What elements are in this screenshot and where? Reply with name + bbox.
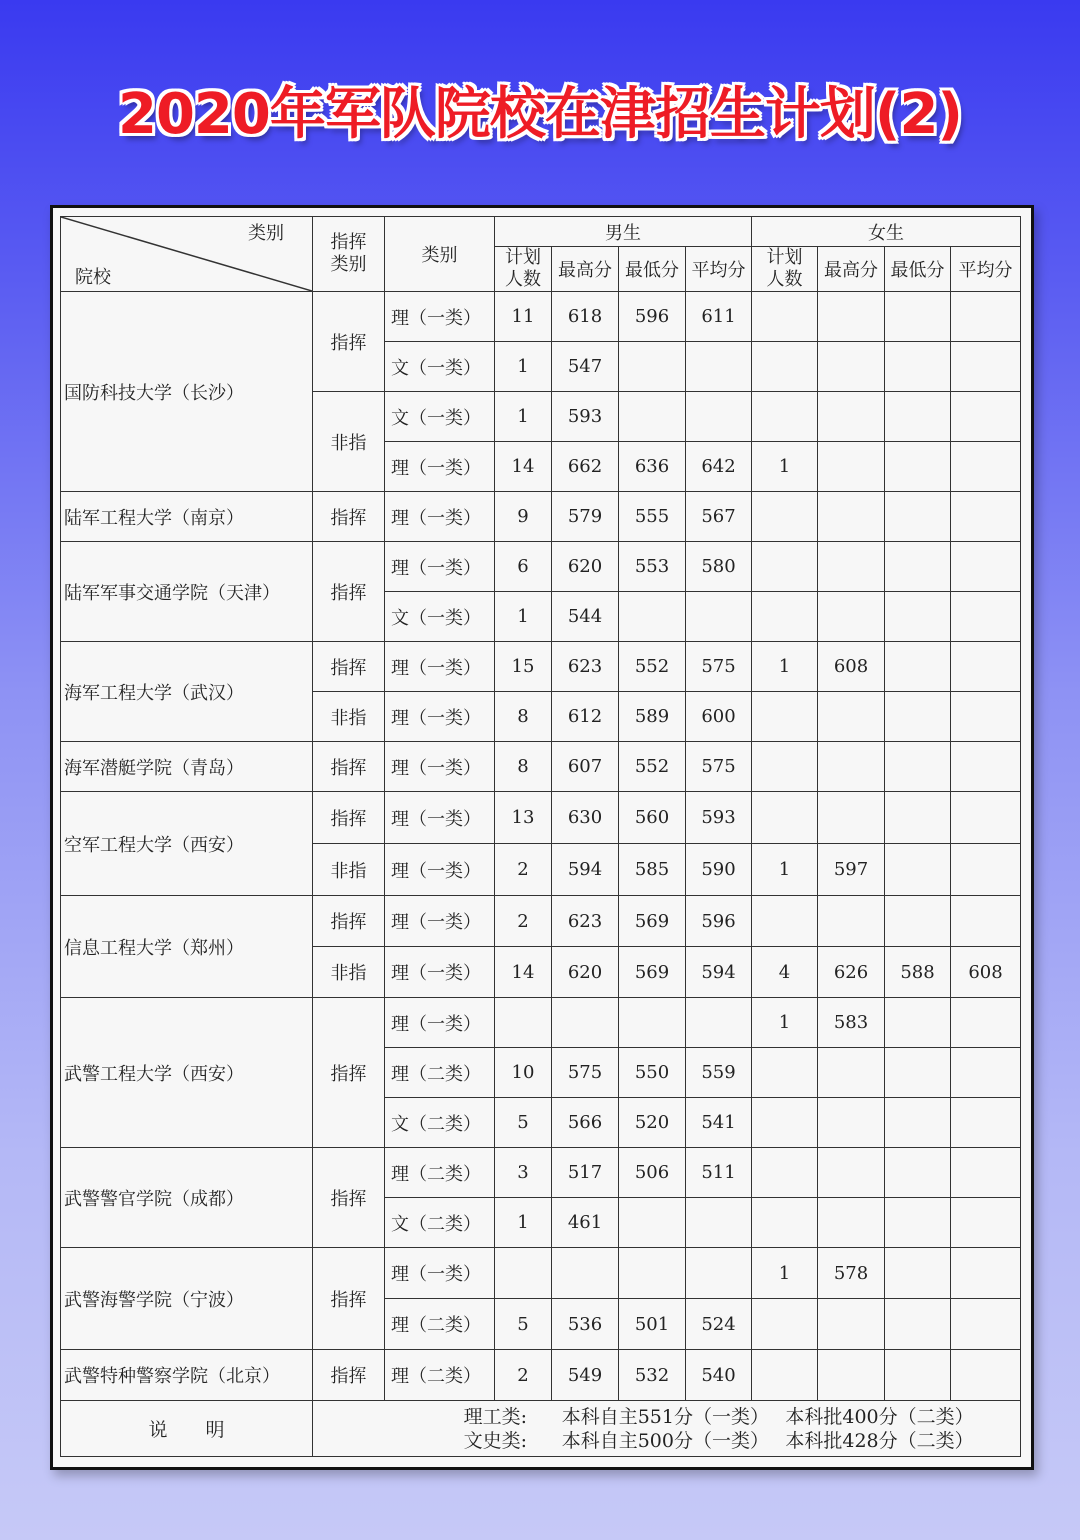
subject-cell: 理（一类） <box>385 442 495 492</box>
female-plan-cell <box>752 1198 818 1248</box>
male-avg-cell: 540 <box>686 1350 752 1401</box>
female-min-cell <box>885 1248 951 1299</box>
male-plan-cell: 8 <box>495 692 552 742</box>
subject-cell: 理（二类） <box>385 1350 495 1401</box>
male-plan-cell: 14 <box>495 947 552 998</box>
note-label: 说 明 <box>61 1401 313 1457</box>
cmd-type-header: 指挥 类别 <box>313 217 385 292</box>
female-max-cell <box>818 1048 885 1098</box>
male-max-cell: 630 <box>552 792 619 844</box>
subject-header: 类别 <box>385 217 495 292</box>
female-plan-cell <box>752 896 818 947</box>
male-max-cell: 620 <box>552 947 619 998</box>
male-min-cell <box>619 998 686 1048</box>
school-cell: 武警海警学院（宁波） <box>61 1248 313 1350</box>
note-kind: 理工类: <box>463 1405 528 1428</box>
male-max-cell: 612 <box>552 692 619 742</box>
male-min-cell <box>619 342 686 392</box>
female-plan-cell: 4 <box>752 947 818 998</box>
table-row <box>61 542 1021 592</box>
male-avg-cell <box>686 392 752 442</box>
male-min-header: 最低分 <box>619 247 686 292</box>
table-row <box>61 896 1021 947</box>
subject-cell: 理（一类） <box>385 292 495 342</box>
page-title: 2020年军队院校在津招生计划(2) <box>117 82 962 147</box>
subject-cell: 理（一类） <box>385 998 495 1048</box>
female-max-header: 最高分 <box>818 247 885 292</box>
male-max-cell: 620 <box>552 542 619 592</box>
female-min-cell <box>885 492 951 542</box>
female-max-cell <box>818 592 885 642</box>
female-max-cell <box>818 542 885 592</box>
male-plan-header: 计划 人数 <box>495 247 552 292</box>
female-max-cell <box>818 392 885 442</box>
male-avg-cell <box>686 998 752 1048</box>
male-avg-cell <box>686 1198 752 1248</box>
male-min-cell: 501 <box>619 1299 686 1350</box>
female-avg-cell <box>951 292 1021 342</box>
male-plan-cell: 5 <box>495 1098 552 1148</box>
male-avg-cell: 611 <box>686 292 752 342</box>
table-row <box>61 998 1021 1048</box>
subject-cell: 文（二类） <box>385 1198 495 1248</box>
male-min-cell: 569 <box>619 947 686 998</box>
female-plan-cell <box>752 342 818 392</box>
female-plan-cell: 1 <box>752 642 818 692</box>
note-content <box>313 1401 1021 1457</box>
female-avg-cell <box>951 1098 1021 1148</box>
cmd-type-cell: 指挥 <box>313 542 385 642</box>
male-avg-cell: 642 <box>686 442 752 492</box>
cmd-type-cell: 指挥 <box>313 998 385 1148</box>
female-plan-cell <box>752 1299 818 1350</box>
male-avg-cell <box>686 1248 752 1299</box>
female-max-cell <box>818 342 885 392</box>
male-plan-cell: 5 <box>495 1299 552 1350</box>
cmd-type-cell: 非指 <box>313 844 385 896</box>
female-max-cell: 578 <box>818 1248 885 1299</box>
male-avg-header: 平均分 <box>686 247 752 292</box>
subject-cell: 理（一类） <box>385 492 495 542</box>
female-avg-cell <box>951 742 1021 792</box>
male-min-cell: 552 <box>619 742 686 792</box>
male-plan-cell: 2 <box>495 844 552 896</box>
female-plan-cell: 1 <box>752 998 818 1048</box>
female-max-cell <box>818 1148 885 1198</box>
male-max-cell: 594 <box>552 844 619 896</box>
female-max-cell <box>818 896 885 947</box>
female-plan-cell <box>752 492 818 542</box>
male-avg-cell <box>686 342 752 392</box>
male-max-cell: 544 <box>552 592 619 642</box>
female-plan-cell: 1 <box>752 844 818 896</box>
subject-cell: 理（一类） <box>385 692 495 742</box>
table-row <box>61 492 1021 542</box>
subject-cell: 文（一类） <box>385 592 495 642</box>
male-plan-cell: 8 <box>495 742 552 792</box>
male-plan-cell: 1 <box>495 592 552 642</box>
female-avg-cell <box>951 692 1021 742</box>
male-min-cell: 532 <box>619 1350 686 1401</box>
female-plan-cell <box>752 1098 818 1148</box>
female-max-cell <box>818 492 885 542</box>
female-avg-cell <box>951 392 1021 442</box>
cmd-type-cell: 指挥 <box>313 1148 385 1248</box>
female-min-cell <box>885 392 951 442</box>
subject-cell: 文（一类） <box>385 392 495 442</box>
subject-cell: 理（一类） <box>385 896 495 947</box>
male-min-cell <box>619 1198 686 1248</box>
male-min-cell: 589 <box>619 692 686 742</box>
female-plan-header: 计划 人数 <box>752 247 818 292</box>
female-max-cell <box>818 292 885 342</box>
male-plan-cell: 1 <box>495 342 552 392</box>
female-min-cell <box>885 442 951 492</box>
male-min-cell: 553 <box>619 542 686 592</box>
female-plan-cell <box>752 792 818 844</box>
female-max-cell <box>818 1198 885 1248</box>
female-avg-cell <box>951 1048 1021 1098</box>
note-line-a: 本科自主551分（一类） <box>561 1405 769 1428</box>
cmd-type-cell: 非指 <box>313 692 385 742</box>
school-cell: 武警特种警察学院（北京） <box>61 1350 313 1401</box>
male-avg-cell: 580 <box>686 542 752 592</box>
subject-cell: 理（二类） <box>385 1048 495 1098</box>
school-cell: 海军工程大学（武汉） <box>61 642 313 742</box>
male-max-cell <box>552 1248 619 1299</box>
female-plan-cell <box>752 592 818 642</box>
female-min-cell <box>885 1098 951 1148</box>
female-max-cell: 597 <box>818 844 885 896</box>
male-plan-cell: 13 <box>495 792 552 844</box>
subject-cell: 理（一类） <box>385 642 495 692</box>
female-avg-cell <box>951 492 1021 542</box>
school-cell: 空军工程大学（西安） <box>61 792 313 896</box>
male-plan-cell: 9 <box>495 492 552 542</box>
male-plan-cell: 2 <box>495 896 552 947</box>
cmd-type-cell: 指挥 <box>313 492 385 542</box>
female-avg-cell: 608 <box>951 947 1021 998</box>
cmd-type-cell: 指挥 <box>313 792 385 844</box>
female-min-cell <box>885 542 951 592</box>
male-min-cell: 555 <box>619 492 686 542</box>
school-cell: 海军潜艇学院（青岛） <box>61 742 313 792</box>
school-cell: 陆军工程大学（南京） <box>61 492 313 542</box>
female-avg-cell <box>951 592 1021 642</box>
male-avg-cell: 594 <box>686 947 752 998</box>
male-plan-cell <box>495 1248 552 1299</box>
male-avg-cell <box>686 592 752 642</box>
female-min-cell <box>885 1198 951 1248</box>
female-plan-cell <box>752 1350 818 1401</box>
male-max-cell: 536 <box>552 1299 619 1350</box>
female-avg-header: 平均分 <box>951 247 1021 292</box>
male-max-cell: 575 <box>552 1048 619 1098</box>
subject-cell: 文（一类） <box>385 342 495 392</box>
female-min-cell <box>885 742 951 792</box>
female-avg-cell <box>951 642 1021 692</box>
female-avg-cell <box>951 1350 1021 1401</box>
male-min-cell: 552 <box>619 642 686 692</box>
female-avg-cell <box>951 1248 1021 1299</box>
subject-cell: 理（一类） <box>385 947 495 998</box>
subject-cell: 理（一类） <box>385 742 495 792</box>
female-max-cell <box>818 792 885 844</box>
note-line-b: 本科批428分（二类） <box>785 1429 974 1452</box>
female-avg-cell <box>951 792 1021 844</box>
male-plan-cell: 3 <box>495 1148 552 1198</box>
note-line-b: 本科批400分（二类） <box>785 1405 974 1428</box>
table-row <box>61 742 1021 792</box>
female-plan-cell: 1 <box>752 1248 818 1299</box>
table-row <box>61 1248 1021 1299</box>
cmd-type-cell: 非指 <box>313 947 385 998</box>
school-cell: 武警工程大学（西安） <box>61 998 313 1148</box>
female-plan-cell <box>752 742 818 792</box>
female-min-cell <box>885 896 951 947</box>
female-avg-cell <box>951 542 1021 592</box>
female-min-cell <box>885 692 951 742</box>
table-row <box>61 1350 1021 1401</box>
subject-cell: 理（一类） <box>385 1248 495 1299</box>
male-plan-cell: 11 <box>495 292 552 342</box>
male-max-header: 最高分 <box>552 247 619 292</box>
corner-top-label: 类别 <box>248 223 284 244</box>
male-max-cell: 461 <box>552 1198 619 1248</box>
cmd-type-cell: 非指 <box>313 392 385 492</box>
female-max-cell <box>818 1098 885 1148</box>
female-plan-cell <box>752 542 818 592</box>
table-row <box>61 792 1021 844</box>
female-avg-cell <box>951 342 1021 392</box>
female-plan-cell <box>752 1048 818 1098</box>
female-plan-cell <box>752 392 818 442</box>
male-avg-cell: 575 <box>686 642 752 692</box>
female-min-cell <box>885 592 951 642</box>
male-max-cell: 623 <box>552 642 619 692</box>
male-plan-cell: 1 <box>495 1198 552 1248</box>
female-plan-cell <box>752 692 818 742</box>
subject-cell: 理（一类） <box>385 792 495 844</box>
note-line-a: 本科自主500分（一类） <box>561 1429 769 1452</box>
female-max-cell <box>818 442 885 492</box>
male-avg-cell: 567 <box>686 492 752 542</box>
female-min-cell: 588 <box>885 947 951 998</box>
female-avg-cell <box>951 844 1021 896</box>
male-avg-cell: 575 <box>686 742 752 792</box>
male-min-cell <box>619 1248 686 1299</box>
female-min-cell <box>885 642 951 692</box>
female-max-cell <box>818 1350 885 1401</box>
note-row <box>61 1401 1021 1457</box>
female-plan-cell <box>752 292 818 342</box>
male-min-cell <box>619 392 686 442</box>
male-max-cell: 593 <box>552 392 619 442</box>
cmd-type-cell: 指挥 <box>313 642 385 692</box>
male-min-cell: 596 <box>619 292 686 342</box>
school-cell: 信息工程大学（郑州） <box>61 896 313 998</box>
note-kind: 文史类: <box>463 1429 528 1452</box>
male-avg-cell: 511 <box>686 1148 752 1198</box>
female-plan-cell <box>752 1148 818 1198</box>
male-max-cell: 517 <box>552 1148 619 1198</box>
male-max-cell: 549 <box>552 1350 619 1401</box>
female-min-cell <box>885 844 951 896</box>
male-avg-cell: 596 <box>686 896 752 947</box>
male-plan-cell: 10 <box>495 1048 552 1098</box>
table-row <box>61 292 1021 342</box>
male-plan-cell: 15 <box>495 642 552 692</box>
cmd-type-cell: 指挥 <box>313 1248 385 1350</box>
male-min-cell: 506 <box>619 1148 686 1198</box>
female-plan-cell: 1 <box>752 442 818 492</box>
cmd-type-cell: 指挥 <box>313 1350 385 1401</box>
female-avg-cell <box>951 896 1021 947</box>
male-max-cell: 618 <box>552 292 619 342</box>
female-max-cell <box>818 1299 885 1350</box>
subject-cell: 理（二类） <box>385 1299 495 1350</box>
admission-table <box>60 216 1021 1457</box>
male-plan-cell <box>495 998 552 1048</box>
female-min-cell <box>885 1048 951 1098</box>
female-avg-cell <box>951 998 1021 1048</box>
male-min-cell: 520 <box>619 1098 686 1148</box>
corner-bottom-label: 院校 <box>75 267 111 288</box>
male-max-cell <box>552 998 619 1048</box>
female-min-cell <box>885 1299 951 1350</box>
male-max-cell: 623 <box>552 896 619 947</box>
table-row <box>61 642 1021 692</box>
female-min-cell <box>885 998 951 1048</box>
female-max-cell <box>818 742 885 792</box>
subject-cell: 理（一类） <box>385 844 495 896</box>
female-avg-cell <box>951 1198 1021 1248</box>
male-plan-cell: 2 <box>495 1350 552 1401</box>
male-min-cell: 560 <box>619 792 686 844</box>
female-min-cell <box>885 1350 951 1401</box>
male-min-cell: 569 <box>619 896 686 947</box>
male-max-cell: 547 <box>552 342 619 392</box>
male-min-cell: 585 <box>619 844 686 896</box>
male-plan-cell: 1 <box>495 392 552 442</box>
cmd-type-cell: 指挥 <box>313 292 385 392</box>
female-max-cell <box>818 692 885 742</box>
female-min-header: 最低分 <box>885 247 951 292</box>
male-avg-cell: 600 <box>686 692 752 742</box>
school-cell: 武警警官学院（成都） <box>61 1148 313 1248</box>
male-header: 男生 <box>495 217 752 247</box>
male-avg-cell: 590 <box>686 844 752 896</box>
female-min-cell <box>885 342 951 392</box>
female-min-cell <box>885 292 951 342</box>
female-max-cell: 626 <box>818 947 885 998</box>
female-max-cell: 583 <box>818 998 885 1048</box>
male-avg-cell: 559 <box>686 1048 752 1098</box>
subject-cell: 理（二类） <box>385 1148 495 1198</box>
male-min-cell <box>619 592 686 642</box>
male-max-cell: 579 <box>552 492 619 542</box>
cmd-type-cell: 指挥 <box>313 896 385 947</box>
male-avg-cell: 593 <box>686 792 752 844</box>
female-header: 女生 <box>752 217 1021 247</box>
cmd-type-cell: 指挥 <box>313 742 385 792</box>
male-plan-cell: 14 <box>495 442 552 492</box>
female-avg-cell <box>951 442 1021 492</box>
school-cell: 国防科技大学（长沙） <box>61 292 313 492</box>
school-cell: 陆军军事交通学院（天津） <box>61 542 313 642</box>
male-min-cell: 636 <box>619 442 686 492</box>
female-avg-cell <box>951 1299 1021 1350</box>
male-max-cell: 662 <box>552 442 619 492</box>
female-max-cell: 608 <box>818 642 885 692</box>
table-row <box>61 1148 1021 1198</box>
subject-cell: 理（一类） <box>385 542 495 592</box>
male-max-cell: 566 <box>552 1098 619 1148</box>
male-plan-cell: 6 <box>495 542 552 592</box>
male-avg-cell: 524 <box>686 1299 752 1350</box>
female-min-cell <box>885 1148 951 1198</box>
male-min-cell: 550 <box>619 1048 686 1098</box>
corner-header <box>61 217 313 292</box>
male-max-cell: 607 <box>552 742 619 792</box>
female-avg-cell <box>951 1148 1021 1198</box>
male-avg-cell: 541 <box>686 1098 752 1148</box>
female-min-cell <box>885 792 951 844</box>
subject-cell: 文（二类） <box>385 1098 495 1148</box>
